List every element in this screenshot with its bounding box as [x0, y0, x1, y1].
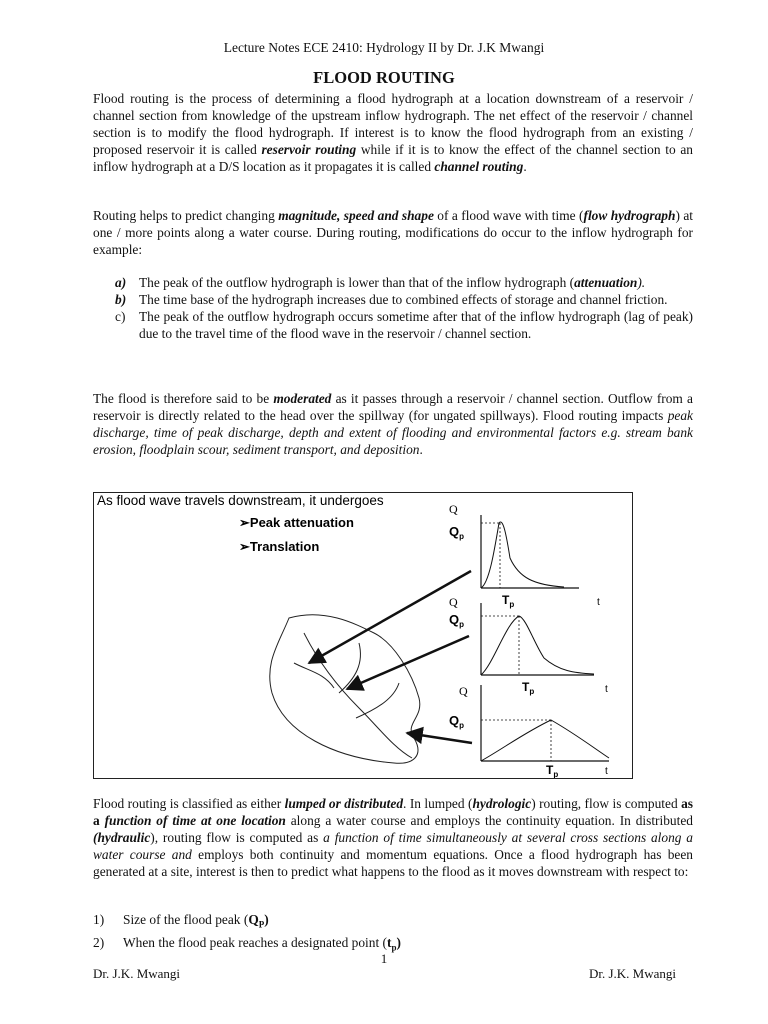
bullet-peak-attenuation: ➢Peak attenuation	[239, 515, 354, 530]
svg-text:Qp: $Q_p$	[449, 713, 465, 730]
hydrograph-upstream	[449, 502, 579, 588]
figure-canvas	[94, 493, 632, 778]
term-reservoir-routing: reservoir routing	[261, 142, 357, 157]
svg-text:Q: Q	[449, 595, 458, 609]
modification-list	[93, 274, 693, 342]
term-channel-routing: channel routing	[434, 159, 524, 174]
svg-text:Qp: $Q_p$	[449, 524, 465, 541]
svg-text:t: t	[605, 766, 608, 777]
flood-wave-figure	[93, 492, 633, 779]
footer-left: Dr. J.K. Mwangi	[93, 966, 181, 981]
svg-text:Qp: $Q_p$	[449, 612, 465, 629]
arrow-bottom	[407, 733, 472, 743]
svg-text:Tp: $T_p$	[546, 763, 559, 778]
svg-text:Tp: $T_p$	[522, 680, 535, 696]
moderation-paragraph: The flood is therefore said to be moderated as it passes through a reservoir / channel section. Outflow from a reservoir is directly related to the head over the spillway (for ungated spillways). Flood routing impacts peak discharge, time of peak discharge, depth and extent of flooding and environmental factors e.g. stream bank erosion, floodplain scour, sediment transport, and deposition.	[93, 391, 693, 457]
bullet-translation: ➢Translation	[239, 539, 320, 554]
classification-paragraph: Flood routing is classified as either lumped or distributed. In lumped (hydrologic) routing, flow is computed as a function of time at one location along a water course and employs the continuity equation. In distributed (hydraulic), routing flow is computed as a function of time simultaneously at several cross sections along a water course and employs both continuity and momentum equations. Once a flood hydrograph has been generated at a site, interest is then to predict what happens to the flood as it moves downstream with respect to:	[93, 796, 694, 879]
stream-branch-2	[356, 683, 399, 718]
page-number: 1	[380, 951, 388, 966]
list-item: c) The peak of the outflow hydrograph occurs sometime after that of the inflow hydrograph (lag of peak) due to the travel time of the flood wave in the reservoir / channel section.	[115, 309, 693, 341]
svg-text:t: t	[597, 597, 600, 608]
list-item: 1) Size of the flood peak $(Q_P)$	[93, 912, 269, 930]
svg-text:Tp: $T_p$	[502, 593, 515, 609]
arrow-middle	[347, 636, 469, 689]
figure-caption: As flood wave travels downstream, it undergoes	[97, 493, 384, 508]
running-header: Lecture Notes ECE 2410: Hydrology II by Dr. J.K Mwangi	[223, 40, 545, 55]
list-item: 2) When the flood peak reaches a designated point $(t_p)$	[93, 934, 401, 953]
svg-text:t: t	[605, 684, 608, 695]
catchment-outline	[270, 615, 420, 764]
intro-paragraph: Flood routing is the process of determining a flood hydrograph at a location downstream of a reservoir / channel section from knowledge of the upstream inflow hydrograph. The net effect of the reservoir / channel section is to modify the flood hydrograph. If interest is to know the flood hydrograph from an existing / proposed reservoir it is called reservoir routing while if it is to know the effect of the channel section to an inflow hydrograph at a D/S location as it propagates it is called channel routing.	[93, 91, 693, 174]
footer-right: Dr. J.K. Mwangi	[588, 966, 676, 981]
svg-text:Q: Q	[459, 684, 468, 698]
flood-peak-list	[93, 911, 693, 956]
hydrograph-downstream	[449, 680, 609, 778]
routing-paragraph: Routing helps to predict changing magnitude, speed and shape of a flood wave with time (flow hydrograph) at one / more points along a water course. During routing, modifications do occur to the inflow hydrograph for example:	[93, 208, 693, 257]
page-title: FLOOD ROUTING	[313, 68, 455, 87]
svg-text:Q: Q	[449, 502, 458, 516]
hydrograph-middle	[449, 593, 600, 675]
stream-branch-3	[294, 663, 334, 688]
list-item: a) The peak of the outflow hydrograph is lower than that of the inflow hydrograph (attenuation).	[115, 275, 646, 290]
list-item: b) The time base of the hydrograph increases due to combined effects of storage and channel friction.	[115, 292, 668, 307]
